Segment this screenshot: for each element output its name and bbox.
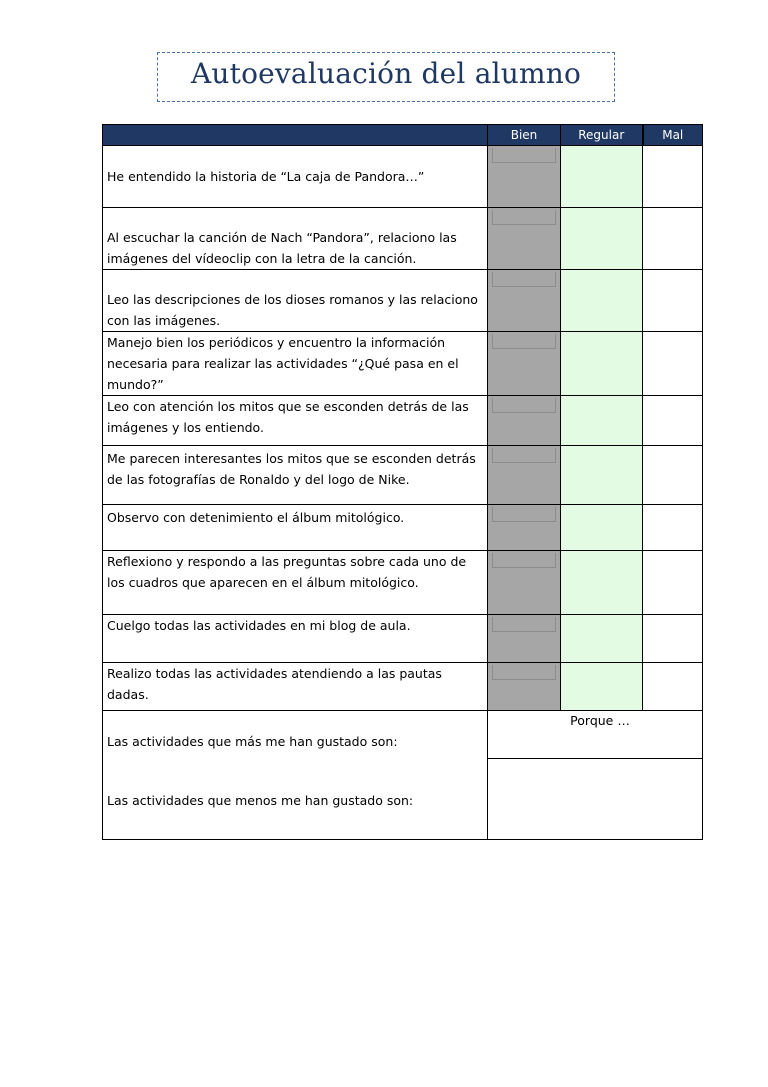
table-row — [103, 505, 703, 551]
regular-cell[interactable] — [561, 505, 643, 551]
bien-cell[interactable] — [488, 332, 561, 396]
table-row — [103, 332, 703, 396]
bien-cell[interactable] — [488, 208, 561, 270]
mal-cell[interactable] — [643, 551, 703, 615]
regular-cell[interactable] — [561, 663, 643, 711]
mal-cell[interactable] — [643, 270, 703, 332]
regular-cell[interactable] — [561, 396, 643, 446]
porque-cell[interactable] — [488, 711, 703, 759]
mal-cell[interactable] — [643, 663, 703, 711]
row-description: Cuelgo todas las actividades en mi blog de aula. — [103, 615, 488, 663]
row-description: He entendido la historia de “La caja de Pandora…” — [103, 146, 488, 208]
mal-cell[interactable] — [643, 505, 703, 551]
row-description: Reflexiono y respondo a las preguntas sobre cada uno de los cuadros que aparecen en el álbum mitológico. — [103, 551, 488, 615]
self-evaluation-table — [102, 124, 703, 840]
title-box — [157, 52, 615, 102]
mal-cell[interactable] — [643, 146, 703, 208]
least-liked-answer-cell[interactable] — [488, 759, 703, 840]
regular-cell[interactable] — [561, 270, 643, 332]
row-description: Me parecen interesantes los mitos que se esconden detrás de las fotografías de Ronaldo y del logo de Nike. — [103, 446, 488, 505]
regular-cell[interactable] — [561, 615, 643, 663]
mal-cell[interactable] — [643, 615, 703, 663]
bien-cell[interactable] — [488, 663, 561, 711]
header-blank-cell — [103, 125, 488, 146]
header-mal: Mal — [643, 125, 703, 146]
bien-cell[interactable] — [488, 396, 561, 446]
row-description: Leo con atención los mitos que se esconden detrás de las imágenes y los entiendo. — [103, 396, 488, 446]
mal-cell[interactable] — [643, 396, 703, 446]
least-liked-label: Las actividades que menos me han gustado son: — [107, 793, 414, 808]
table-row — [103, 615, 703, 663]
activities-liked-cell — [103, 711, 488, 840]
row-description: Realizo todas las actividades atendiendo a las pautas dadas. — [103, 663, 488, 711]
porque-label: Porque … — [570, 713, 630, 728]
regular-cell[interactable] — [561, 146, 643, 208]
row-description: Manejo bien los periódicos y encuentro la información necesaria para realizar las actividades “¿Qué pasa en el mundo?” — [103, 332, 488, 396]
bien-cell[interactable] — [488, 270, 561, 332]
row-description: Al escuchar la canción de Nach “Pandora”, relaciono las imágenes del vídeoclip con la letra de la canción. — [103, 208, 488, 270]
bien-cell[interactable] — [488, 615, 561, 663]
row-description: Leo las descripciones de los dioses romanos y las relaciono con las imágenes. — [103, 270, 488, 332]
table-row — [103, 663, 703, 711]
regular-cell[interactable] — [561, 208, 643, 270]
bien-cell[interactable] — [488, 505, 561, 551]
mal-cell[interactable] — [643, 332, 703, 396]
table-row — [103, 551, 703, 615]
mal-cell[interactable] — [643, 446, 703, 505]
table-row — [103, 208, 703, 270]
bien-cell[interactable] — [488, 551, 561, 615]
table-row — [103, 270, 703, 332]
table-row — [103, 146, 703, 208]
bien-cell[interactable] — [488, 146, 561, 208]
most-liked-row — [103, 711, 703, 759]
header-bien: Bien — [488, 125, 561, 146]
table-header-row — [103, 125, 703, 146]
most-liked-label: Las actividades que más me han gustado son: — [107, 734, 398, 749]
bien-cell[interactable] — [488, 446, 561, 505]
table-row — [103, 446, 703, 505]
regular-cell[interactable] — [561, 551, 643, 615]
row-description: Observo con detenimiento el álbum mitológico. — [103, 505, 488, 551]
page-title: Autoevaluación del alumno — [190, 57, 582, 90]
regular-cell[interactable] — [561, 332, 643, 396]
table-row — [103, 396, 703, 446]
mal-cell[interactable] — [643, 208, 703, 270]
header-regular: Regular — [561, 125, 643, 146]
regular-cell[interactable] — [561, 446, 643, 505]
